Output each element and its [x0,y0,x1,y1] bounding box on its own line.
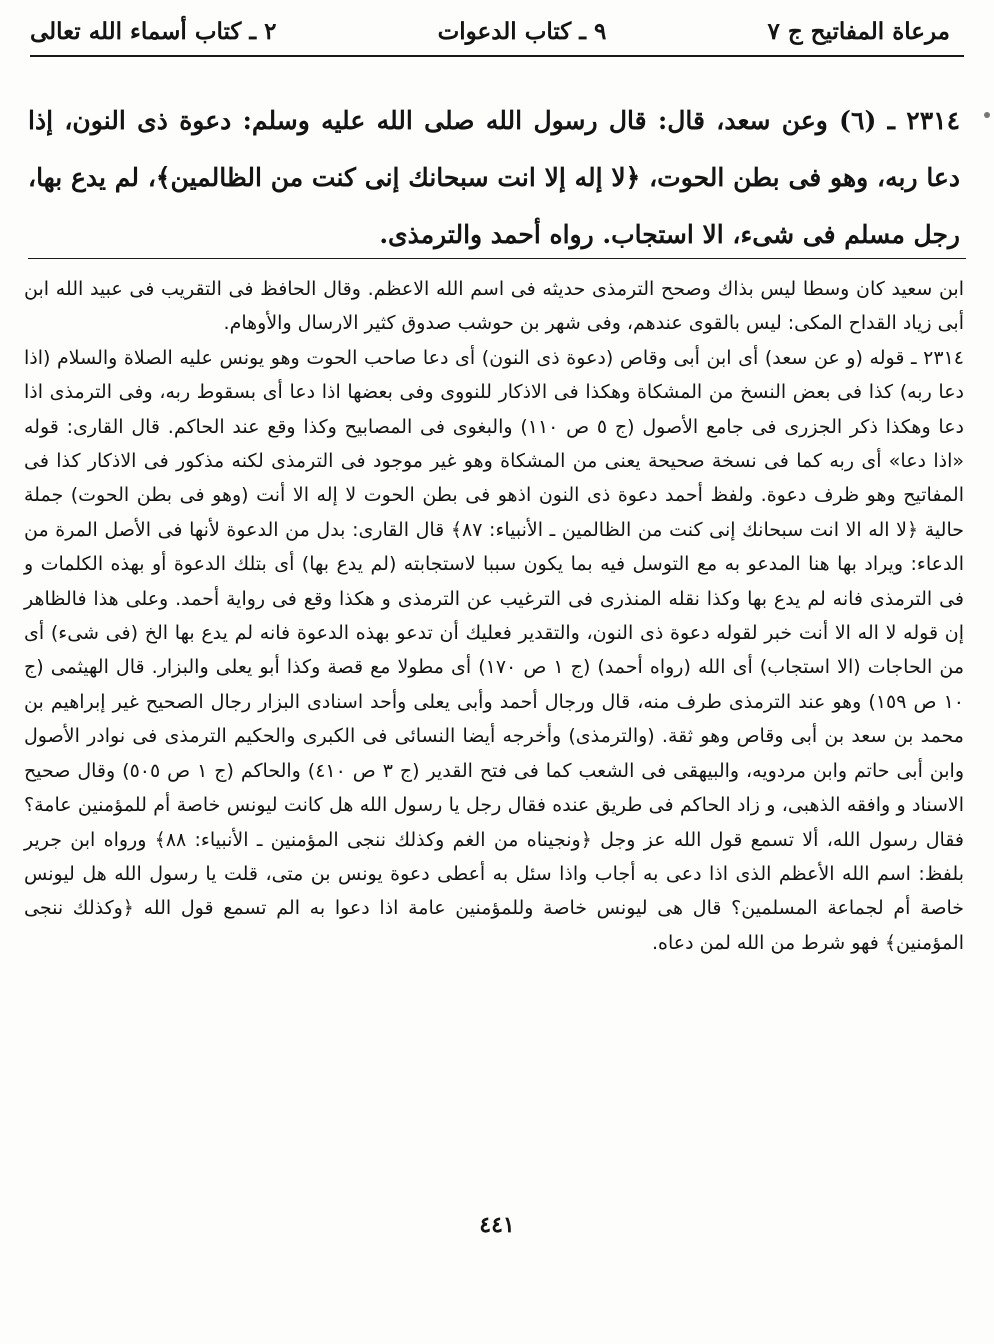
margin-speck [984,112,990,118]
header-volume-title: مرعاة المفاتيح ج ٧ [767,17,950,45]
running-header [30,12,950,50]
header-book-title: ٩ ـ كتاب الدعوات [437,17,607,45]
hadith-text-block [28,92,960,263]
commentary-block [24,272,964,960]
page-number: ٤٤١ [479,1212,515,1238]
hadith-text: ٢٣١٤ ـ (٦) وعن سعد، قال: قال رسول الله صلى الله عليه وسلم: دعوة ذى النون، إذا دعا ربه، وهو فى بطن الحوت، ﴿لا إله إلا انت سبحانك إنى كنت من الظالمين﴾، لم يدع بها، رجل مسلم فى شىء، الا استجاب. رواه أحمد والترمذى. [28,106,961,249]
header-divider [30,55,964,57]
commentary-paragraph-2: ٢٣١٤ ـ قوله (و عن سعد) أى ابن أبى وقاص (دعوة ذى النون) أى دعا صاحب الحوت وهو يونس عليه الصلاة والسلام (اذا دعا ربه) كذا فى بعض النسخ من المشكاة وهكذا فى الاذكار للنووى وفى بعضها اذا دعا أى بسقوط ربه، وفى الترمذى اذا دعا وهكذا ذكر الجزرى فى جامع الأصول (ج ٥ ص ١١٠) والبغوى فى المصابيح وكذا وقع عند الحاكم. قال القارى: قوله «اذا دعا» أى ربه كما فى نسخة صحيحة يعنى من المشكاة وهو غير موجود فى الترمذى لكنه مذكور فى الاذكار كذا فى المفاتيح وهو ظرف دعوة. ولفظ أحمد دعوة ذى النون اذهو فى بطن الحوت لا إله الا أنت (وهو فى بطن الحوت) جملة حالية ﴿لا اله الا انت سبحانك إنى كنت من الظالمين ـ الأنبياء: ٨٧﴾ قال القارى: بدل من الدعوة لأنها فى الأصل المرة من الدعاء: ويراد بها هنا المدعو به مع التوسل فيه بما يكون سببا لاستجابته (لم يدع بها) أى بتلك الدعوة أو بهذه الكلمات و فى الترمذى فانه لم يدع بها وكذا نقله المنذرى فى الترغيب عن الترمذى و هكذا وقع فى رواية أحمد. وعلى هذا فالظاهر إن قوله لا اله الا أنت خبر لقوله دعوة ذى النون، والتقدير فعليك أن تدعو بهذه الدعوة فانه لم يدع بها الخ (فى شىء) أى من الحاجات (الا استجاب) أى الله (رواه أحمد) (ج ١ ص ١٧٠) أى مطولا مع قصة وكذا أبو يعلى والبزار. قال الهيثمى (ج ١٠ ص ١٥٩) وهو عند الترمذى طرف منه، قال ورجال أحمد وأبى يعلى وأحد اسنادى البزار رجال الصحيح غير إبراهيم بن محمد بن سعد بن أبى وقاص وهو ثقة. (والترمذى) وأخرجه أيضا النسائى فى الكبرى والحكيم الترمذى فى نوادر الأصول وابن أبى حاتم وابن مردويه، والبيهقى فى الشعب كما فى فتح القدير (ج ٣ ص ٤١٠) والحاكم (ج ١ ص ٥٠٥) وقال صحيح الاسناد و وافقه الذهبى، و زاد الحاكم فى طريق عنده فقال رجل يا رسول الله هل كانت ليونس خاصة أم للمؤمنين عامة؟ فقال رسول الله، ألا تسمع قول الله عز وجل ﴿ونجيناه من الغم وكذلك ننجى المؤمنين ـ الأنبياء: ٨٨﴾ ورواه ابن جرير بلفظ: اسم الله الأعظم الذى اذا دعى به أجاب واذا سئل به أعطى دعوة يونس بن متى، قلت يا رسول الله هل ليونس خاصة أم لجماعة المسلمين؟ قال هى ليونس خاصة وللمؤمنين عامة اذا دعوا به الم تسمع قول الله ﴿وكذلك ننجى المؤمنين﴾ فهو شرط من الله لمن دعاه. [24,346,964,954]
header-chapter-title: ٢ ـ كتاب أسماء الله تعالى [30,17,277,45]
commentary-paragraph-1: ابن سعيد كان وسطا ليس بذاك وصحح الترمذى حديثه فى اسم الله الاعظم. وقال الحافظ فى التقريب فى عبيد الله ابن أبى زياد القداح المكى: ليس بالقوى عندهم، وفى شهر بن حوشب صدوق كثير الارسال والأوهام. [24,278,964,335]
matn-divider [28,258,966,259]
